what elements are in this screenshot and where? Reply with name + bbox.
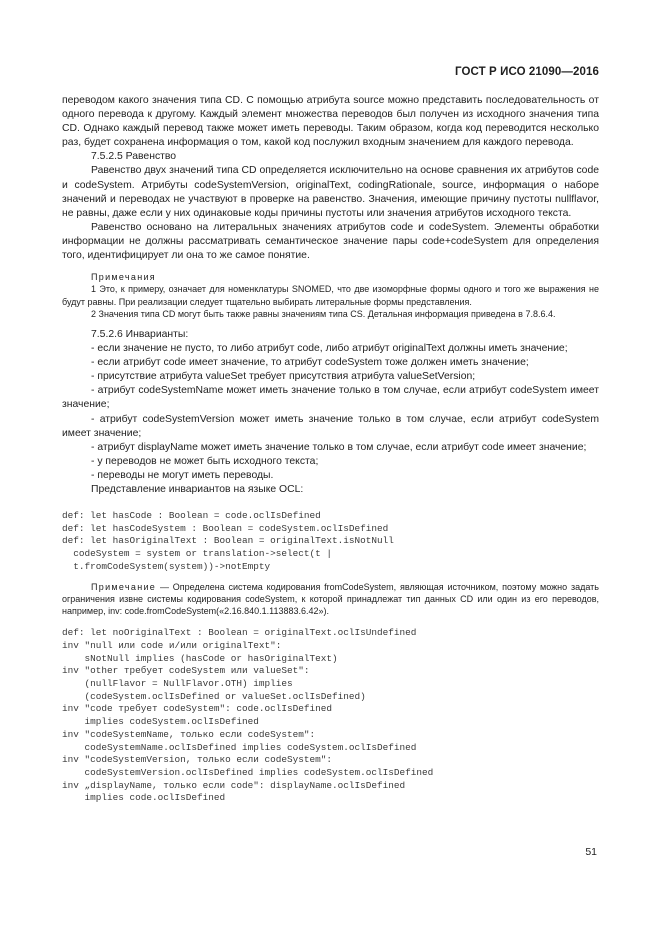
note-3-label: Примечание <box>91 581 157 592</box>
notes-title: Примечания <box>91 272 156 283</box>
page-body <box>62 94 599 805</box>
invariant-item: - атрибут codeSystemName может иметь значение только в том случае, если атрибут codeSystem имеет значение; <box>62 385 599 411</box>
ocl-code-block-invariants: def: let noOriginalText : Boolean = originalText.oclIsUndefined inv "null или code и/или originalText": sNotNull implies (hasCode or hasOriginalText) inv "other требует codeSystem или valueSet": (nullFlavor = NullFlavor.OTH) implies (codeSystem.oclIsDefined or valueSet.oclIsDefined) inv "code требует codeSystem": code.oclIsDefined implies codeSystem.oclIsDefined inv "codeSystemName, только если codeSystem": codeSystemName.oclIsDefined implies codeSystem.oclIsDefined inv "codeSystemVersion, только если codeSystem": codeSystemVersion.oclIsDefined implies codeSystem.oclIsDefined inv „displayName, только если code": displayName.oclIsDefined implies code.oclIsDefined <box>62 627 434 804</box>
note-3-text: — Определена система кодирования fromCodeSystem, являющая источником, поэтому можно задать ограничения извне системы кодирования codeSystem, к которой принадлежат тип данных CD или один из его переводов, например, inv: code.fromCodeSystem(«2.16.840.1.113883.6.42»). <box>62 581 599 616</box>
ocl-intro: Представление инвариантов на языке OCL: <box>91 483 304 495</box>
paragraph-literal-equality: Равенство основано на литеральных значениях атрибутов code и codeSystem. Элементы обработки информации не должны рассматривать семантическое значение пары code+codeSystem для определения того, идентифицирует ли она то же самое понятие. <box>62 221 599 262</box>
section-heading-7-5-2-6: 7.5.2.6 Инварианты: <box>91 328 189 340</box>
section-heading-7-5-2-5: 7.5.2.5 Равенство <box>91 151 177 163</box>
invariant-item: - атрибут codeSystemVersion может иметь значение только в том случае, если атрибут codeSystem имеет значение; <box>62 413 599 439</box>
invariant-item: - если атрибут code имеет значение, то атрибут codeSystem тоже должен иметь значение; <box>91 357 529 369</box>
paragraph-equality: Равенство двух значений типа CD определяется исключительно на основе сравнения их атрибутов code и codeSystem. Атрибуты codeSystemVersion, originalText, codingRationale, source, информация о наборе значений и переводах не участвуют в проверке на равенство. Значения, имеющие причину пустоты nullflavor, не равны, даже если у них одинаковые коды причины пустоты или значения атрибутов исходного текста. <box>62 165 599 219</box>
invariant-item: - присутствие атрибута valueSet требует присутствия атрибута valueSetVersion; <box>91 371 476 383</box>
paragraph-translation: переводом какого значения типа CD. С помощью атрибута source можно представить последовательность от одного перевода к другому. Каждый элемент множества переводов был получен из исходного значения типа CD. Однако каждый перевод также может иметь переводы. Таким образом, когда код переводится несколько раз, будет сохранена информация о том, какой код послужил входным значением для каждого перевода. <box>62 95 599 149</box>
invariant-item: - атрибут displayName может иметь значение только в том случае, если атрибут code имеет значение; <box>91 441 587 453</box>
note-2: 2 Значения типа CD могут быть также равны значениям типа CS. Детальная информация приведена в 7.8.6.4. <box>91 308 556 319</box>
page-number: 51 <box>585 846 597 858</box>
document-header: ГОСТ Р ИСО 21090—2016 <box>454 66 599 78</box>
ocl-code-block-defs: def: let hasCode : Boolean = code.oclIsDefined def: let hasCodeSystem : Boolean = codeSystem.oclIsDefined def: let hasOriginalText : Boolean = originalText.isNotNull codeSystem = system or translation->select(t | t.fromCodeSystem(system))->notEmpty <box>62 510 394 572</box>
note-1: 1 Это, к примеру, означает для номенклатуры SNOMED, что две изоморфные формы одного и того же выражения не будут равны. При реализации следует тщательно выбирать литеральные формы представления. <box>62 284 599 307</box>
invariant-item: - переводы не могут иметь переводы. <box>91 469 274 481</box>
invariant-item: - если значение не пусто, то либо атрибут code, либо атрибут originalText должны иметь значение; <box>91 343 568 355</box>
invariant-item: - у переводов не может быть исходного текста; <box>91 455 319 467</box>
note-3 <box>62 581 599 618</box>
